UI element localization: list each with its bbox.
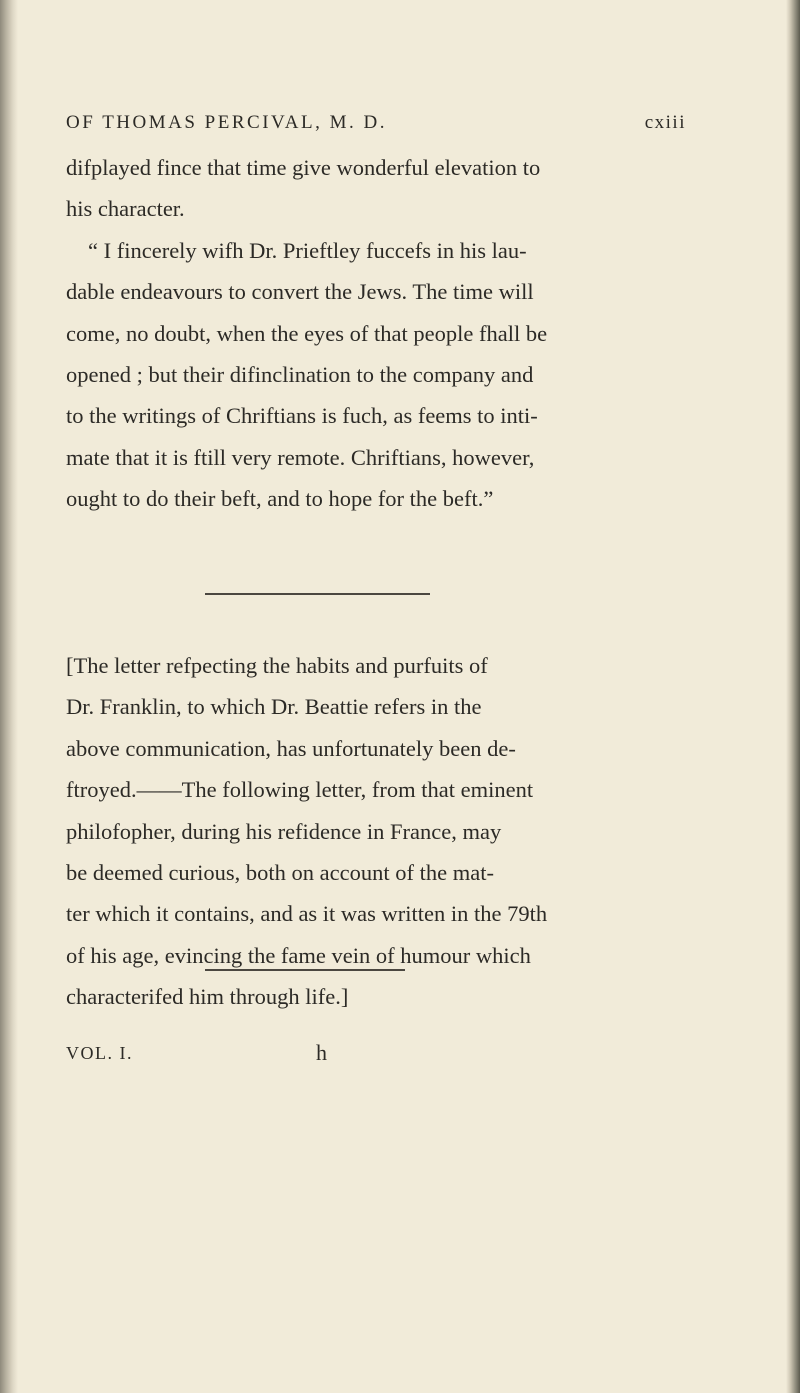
text-line: of his age, evincing the fame vein of humour which <box>66 942 531 968</box>
running-head-title: OF THOMAS PERCIVAL, M. D. <box>66 112 387 133</box>
section-divider-rule <box>205 969 405 971</box>
text-line: come, no doubt, when the eyes of that people fhall be <box>66 320 548 346</box>
running-head <box>66 112 686 142</box>
footer-signature-line <box>66 1040 366 1073</box>
text-line: ter which it contains, and as it was written in the 79th <box>66 901 548 927</box>
text-line: mate that it is ftill very remote. Chriftians, however, <box>66 444 535 470</box>
text-line: to the writings of Chriftians is fuch, as feems to inti- <box>66 403 538 429</box>
signature-mark: h <box>316 1040 329 1065</box>
page-number: cxiii <box>644 112 686 133</box>
text-line: “ I fincerely wifh Dr. Prieftley fuccefs in his lau- <box>88 237 527 263</box>
paragraph-editorial-note <box>66 645 626 1018</box>
text-line: dable endeavours to convert the Jews. The time will <box>66 279 534 305</box>
text-line: opened ; but their difinclination to the company and <box>66 362 534 388</box>
text-line: ftroyed.——The following letter, from that eminent <box>66 777 534 803</box>
text-line: ought to do their beft, and to hope for the beft.” <box>66 486 494 512</box>
page-binding-shadow-left <box>0 0 18 1393</box>
section-divider-rule <box>205 593 430 595</box>
text-line: Dr. Franklin, to which Dr. Beattie refers in the <box>66 694 482 720</box>
paragraph-priestley-letter <box>66 147 626 520</box>
text-line: philofopher, during his refidence in France, may <box>66 818 502 844</box>
text-line: characterifed him through life.] <box>66 984 349 1010</box>
text-line: above communication, has unfortunately been de- <box>66 735 516 761</box>
page-binding-shadow-right <box>786 0 800 1393</box>
text-line: [The letter refpecting the habits and purfuits of <box>66 653 488 678</box>
text-line: difplayed fince that time give wonderful elevation to <box>66 155 541 180</box>
text-line: be deemed curious, both on account of the mat- <box>66 860 494 886</box>
text-line: his character. <box>66 196 185 222</box>
volume-label: VOL. I. <box>66 1043 133 1063</box>
